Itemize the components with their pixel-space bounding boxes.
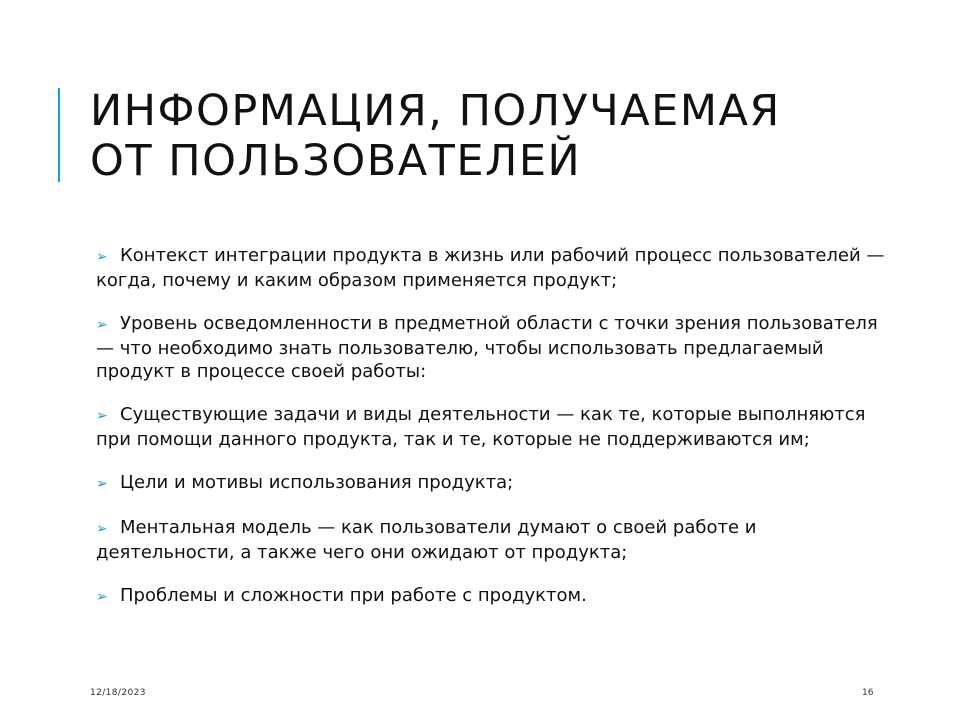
arrow-bullet-icon: ➢	[96, 476, 108, 492]
bullet-item	[88, 244, 888, 292]
arrow-bullet-icon: ➢	[96, 521, 108, 537]
arrow-bullet-icon: ➢	[96, 249, 108, 265]
bullet-text: Существующие задачи и виды деятельности — как те, которые выполняются при помощи данного продукта, так и те, которые не поддерживаются им;	[96, 404, 866, 450]
bullet-text: Цели и мотивы использования продукта;	[120, 472, 514, 493]
footer-date: 12/18/2023	[90, 688, 146, 698]
arrow-bullet-icon: ➢	[96, 317, 108, 333]
bullet-text: Контекст интеграции продукта в жизнь или рабочий процесс пользователей — когда, почему и каким образом применяется продукт;	[96, 245, 885, 291]
bullet-item	[88, 403, 888, 451]
title-accent-bar	[58, 88, 60, 182]
arrow-bullet-icon: ➢	[96, 408, 108, 424]
slide-title-line-2: ОТ ПОЛЬЗОВАТЕЛЕЙ	[90, 136, 582, 186]
arrow-bullet-icon: ➢	[96, 589, 108, 605]
bullet-list	[88, 244, 888, 629]
bullet-text: Ментальная модель — как пользователи думают о своей работе и деятельности, а также чего они ожидают от продукта;	[96, 517, 757, 563]
bullet-text: Проблемы и сложности при работе с продуктом.	[120, 585, 587, 606]
slide-title	[90, 86, 781, 186]
bullet-item	[88, 516, 888, 564]
bullet-item	[88, 312, 888, 383]
bullet-item	[88, 471, 888, 496]
bullet-text: Уровень осведомленности в предметной области с точки зрения пользователя — что необходимо знать пользователю, чтобы использовать предлагаемый продукт в процессе своей работы:	[96, 313, 878, 382]
bullet-item	[88, 584, 888, 609]
page-number: 16	[862, 688, 874, 698]
slide-title-line-1: ИНФОРМАЦИЯ, ПОЛУЧАЕМАЯ	[90, 86, 781, 136]
